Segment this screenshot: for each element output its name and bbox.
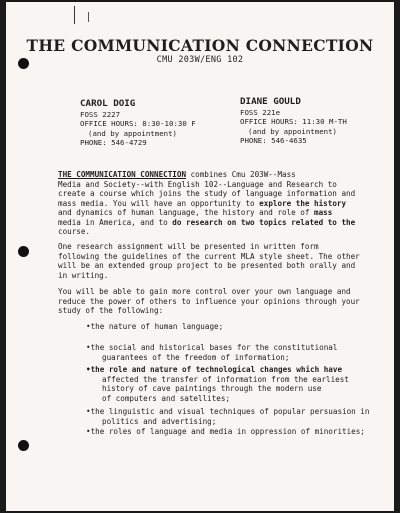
instructor-appointment: (and by appointment)	[248, 126, 337, 136]
binder-hole	[18, 440, 29, 451]
list-item: •the roles of language and media in oppression of minorities;	[86, 427, 365, 436]
list-item: •the nature of human language;	[86, 322, 224, 331]
instructor-block-doig	[80, 98, 196, 147]
pen-mark	[74, 6, 75, 24]
binder-hole	[18, 246, 29, 257]
research-paragraph: One research assignment will be presented in written form following the guidelines of the current MLA style sheet. The other will be an extended group project to be presented both orally and in writing.	[58, 242, 360, 280]
list-item: •the social and historical bases for the constitutional guarantees of the freedom of information;	[86, 343, 338, 362]
instructor-office: FOSS 2227	[80, 110, 121, 119]
instructor-phone: PHONE: 546-4635	[240, 135, 307, 145]
list-item: •the linguistic and visual techniques of popular persuasion in politics and advertising;	[86, 407, 370, 426]
list-item: •the role and nature of technological changes which have affected the transfer of information from the earliest history of cave paintings through the modern use of computers and satellites;	[86, 365, 349, 403]
instructor-block-gould	[240, 96, 347, 145]
instructor-appointment: (and by appointment)	[88, 128, 177, 138]
control-paragraph: You will be able to gain more control over your own language and reduce the power of others to influence your opinions through your study of the following:	[58, 287, 360, 315]
page-title: THE COMMUNICATION CONNECTION	[26, 36, 374, 55]
intro-paragraph: THE COMMUNICATION CONNECTION combines Cmu 203W--Mass Media and Society--with English 102--Language and Research to create a course which joins the study of language information and mass media. You will have an opportunity to explore the history and dynamics of human language, the history and role of mass media in America, and to do research on two topics related to the course.	[58, 170, 356, 236]
course-name-lead: THE COMMUNICATION CONNECTION	[58, 170, 187, 179]
instructor-phone: PHONE: 546-4729	[80, 137, 147, 147]
instructor-hours: OFFICE HOURS: 11:30 M-TH	[240, 117, 347, 127]
document-page	[6, 2, 394, 511]
course-code: CMU 203W/ENG 102	[156, 55, 244, 65]
instructor-office: FOSS 221e	[240, 108, 281, 117]
instructor-name: DIANE GOULD	[240, 96, 301, 107]
instructor-hours: OFFICE HOURS: 8:30-10:30 F	[80, 119, 196, 129]
instructor-name: CAROL DOIG	[80, 98, 136, 109]
pen-mark	[88, 12, 89, 22]
